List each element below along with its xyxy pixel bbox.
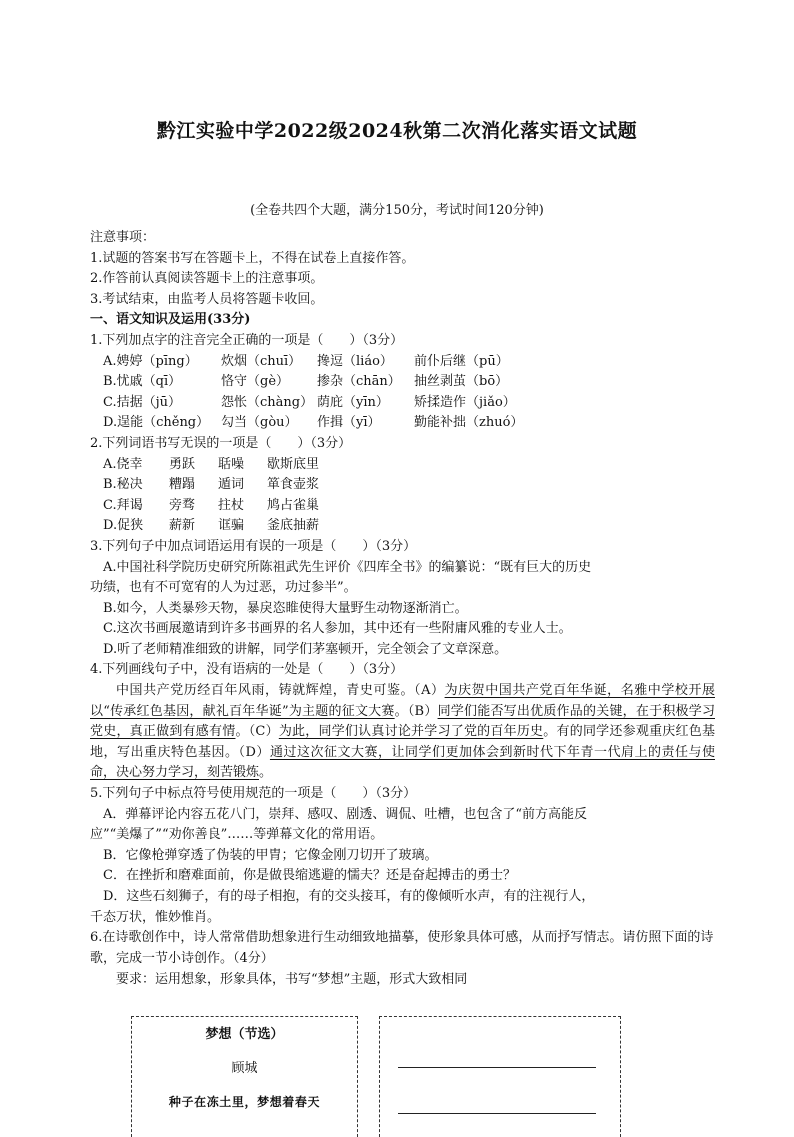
poem-title: 梦想（节选） — [205, 1027, 284, 1042]
model-poem-box — [131, 1016, 358, 1137]
question-6-requirement: 要求：运用想象，形象具体，书写“梦想”主题，形式大致相同 — [116, 972, 468, 988]
underlined-sentence-b: 同学们能否写出优质作品的关键，在于积极学习党史，真正做到有感有情 — [90, 703, 715, 740]
poem-boxes — [131, 1016, 621, 1123]
underlined-sentence-d: 通过这次征文大赛，让同学们更加体会到新时代下年青一代肩上的责任与使命，决心努力学习，刻苦锻炼 — [90, 744, 715, 781]
question-1-option-d: D.逞能（chěng） 勾当（gòu） 作揖（yī） 勤能补拙（zhuó） — [103, 415, 524, 431]
question-5-option-b: B．它像枪弹穿透了伪装的甲胄；它像金刚刀切开了玻璃。 — [103, 847, 438, 863]
question-6-stem: 6.在诗歌创作中，诗人常常借助想象进行生动细致地描摹，使形象具体可感，从而抒写情志。请仿照下面的诗歌，完成一节小诗创作。（4分） — [90, 930, 714, 966]
question-5-option-a-cont: 应”“美爆了”“劝你善良”……等弹幕文化的常用语。 — [90, 827, 384, 843]
question-4-passage: 中国共产党历经百年风雨，铸就辉煌，青史可鉴。（A）为庆贺中国共产党百年华诞，名雅中学校开展以“传承红色基因，献礼百年华诞”为主题的征文大赛。（B）同学们能否写出优质作品的关键，在于积极学习党史，真正做到有感有情。（C）为此，同学们认真讨论并学习了党的百年历史。有的同学还参观重庆红色基地，写出重庆特色基因。（D）通过这次征文大赛，让同学们更加体会到新时代下年青一代肩上的责任与使命，决心努力学习，刻苦锻炼。 — [90, 683, 715, 781]
question-3-option-c: C.这次书画展邀请到许多书画界的名人参加，其中还有一些附庸风雅的专业人士。 — [103, 621, 572, 637]
question-1-option-c: C.拮据（jū） 怨怅（chàng） 荫庇（yīn） 矫揉造作（jiǎo） — [103, 394, 516, 410]
question-3-option-b: B.如今，人类暴殄天物，暴戾恣睢使得大量野生动物逐渐消亡。 — [103, 600, 468, 616]
question-1-option-a: A.娉婷（pīng） 炊烟（chuī） 搀逗（liáo） 前仆后继（pū） — [103, 353, 509, 369]
question-1-option-b: B.忧戚（qī） 恪守（gè） 掺杂（chān） 抽丝剥茧（bō） — [103, 374, 509, 390]
question-3-option-a-cont: 功绩，也有不可宽宥的人为过恶，功过参半”。 — [90, 580, 357, 596]
page-title: 黔江实验中学2022级2024秋第二次消化落实语文试题 — [156, 120, 638, 142]
question-5-option-d-cont: 千态万状，惟妙惟肖。 — [90, 909, 221, 925]
question-5-option-c: C．在挫折和磨难面前，你是做畏缩逃避的懦夫？还是奋起搏击的勇士？ — [103, 868, 516, 884]
exam-subtitle: (全卷共四个大题，满分150分，考试时间120分钟) — [250, 203, 544, 218]
note-item: 3.考试结束，由监考人员将答题卡收回。 — [90, 291, 324, 307]
note-item: 1.试题的答案书写在答题卡上，不得在试卷上直接作答。 — [90, 250, 415, 266]
question-2-option-c: C.拜谒 旁骛 拄杖 鸠占雀巢 — [103, 497, 320, 513]
question-1-stem: 1.下列加点字的注音完全正确的一项是（ ）（3分） — [90, 332, 404, 348]
question-5-stem: 5.下列句子中标点符号使用规范的一项是（ ）（3分） — [90, 786, 417, 802]
question-4-stem: 4.下列画线句子中，没有语病的一处是（ ）（3分） — [90, 662, 404, 678]
section-heading: 一、语文知识及运用(33分) — [90, 312, 251, 328]
notes-heading: 注意事项： — [90, 230, 156, 245]
answer-blank-line[interactable] — [398, 1113, 596, 1114]
note-item: 2.作答前认真阅读答题卡上的注意事项。 — [90, 271, 324, 287]
poem-line: 种子在冻土里，梦想着春天 — [168, 1095, 321, 1109]
exam-content — [90, 228, 715, 991]
question-2-option-a: A.侥幸 勇跃 聒噪 歇斯底里 — [103, 456, 320, 472]
question-2-option-d: D.促狭 薪新 诓骗 釜底抽薪 — [103, 518, 320, 534]
question-5-option-a: A．弹幕评论内容五花八门，崇拜、感叹、剧透、调侃、吐槽，也包含了“前方高能反 — [103, 806, 588, 822]
question-3-option-a: A.中国社科学院历史研究所陈祖武先生评价《四库全书》的编纂说：“既有巨大的历史 — [103, 559, 592, 575]
question-5-option-d: D．这些石刻狮子，有的母子相抱，有的交头接耳，有的像倾听水声，有的注视行人， — [103, 889, 595, 904]
answer-blank-line[interactable] — [398, 1067, 596, 1068]
poem-author: 顾城 — [231, 1061, 258, 1076]
question-3-option-d: D.听了老师精准细致的讲解，同学们茅塞顿开，完全领会了文章深意。 — [103, 641, 508, 657]
underlined-sentence-c: 为此，同学们认真讨论并学习了党的百年历史 — [278, 724, 544, 740]
question-2-option-b: B.秘决 糟蹋 遁词 箪食壶浆 — [103, 477, 320, 493]
answer-box — [379, 1016, 621, 1137]
question-3-stem: 3.下列句子中加点词语运用有误的一项是（ ）（3分） — [90, 538, 417, 554]
underlined-sentence-a: 为庆贺中国共产党百年华诞，名雅中学校开展以“传承红色基因，献礼百年华诞”为主题的征文大赛 — [90, 683, 715, 719]
question-2-stem: 2.下列词语书写无误的一项是（ ）（3分） — [90, 435, 352, 451]
